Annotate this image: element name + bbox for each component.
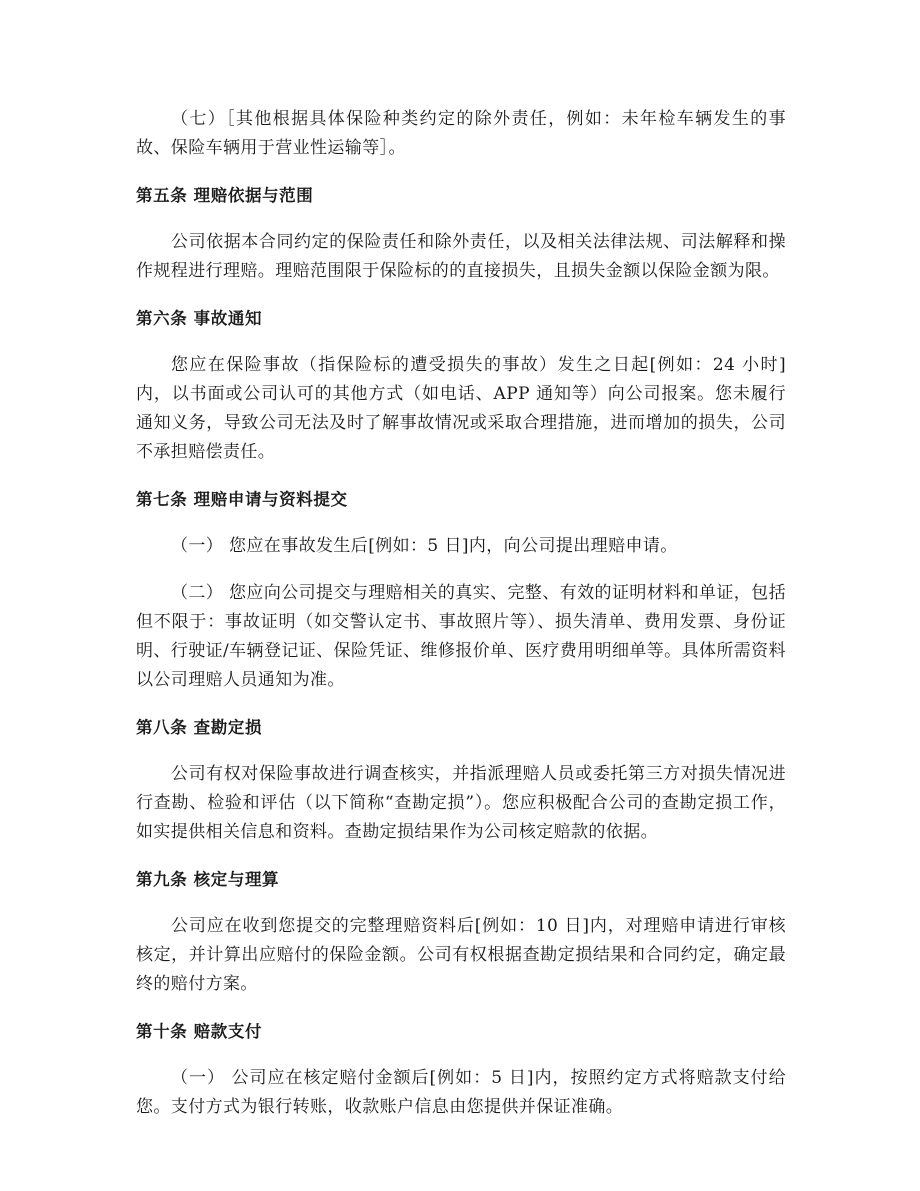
section-paragraph: 您应在保险事故（指保险标的遭受损失的事故）发生之日起[例如：24 小时]内，以书面或公司认可的其他方式（如电话、APP 通知等）向公司报案。您未履行通知义务，导致公司无法及时了解事故情况或采取合理措施，进而增加的损失，公司不承担赔偿责任。 bbox=[136, 355, 786, 462]
section-heading: 第十条 赔款支付 bbox=[136, 1022, 263, 1041]
section-paragraph: （二） 您应向公司提交与理赔相关的真实、完整、有效的证明材料和单证，包括但不限于：事故证明（如交警认定书、事故照片等）、损失清单、费用发票、身份证明、行驶证/车辆登记证、保险凭证、维修报价单、医疗费用明细单等。具体所需资料以公司理赔人员通知为准。 bbox=[136, 583, 786, 690]
section-heading: 第九条 核定与理算 bbox=[136, 870, 280, 889]
section-5 bbox=[136, 183, 786, 286]
section-paragraph: 公司有权对保险事故进行调查核实，并指派理赔人员或委托第三方对损失情况进行查勘、检验和评估（以下简称“查勘定损”）。您应积极配合公司的查勘定损工作，如实提供相关信息和资料。查勘定损结果作为公司核定赔款的依据。 bbox=[136, 764, 786, 842]
clause-7-paragraph: （七）［其他根据具体保险种类约定的除外责任，例如：未年检车辆发生的事故、保险车辆用于营业性运输等］。 bbox=[136, 109, 786, 158]
section-paragraph: （一） 公司应在核定赔付金额后[例如：5 日]内，按照约定方式将赔款支付给您。支付方式为银行转账，收款账户信息由您提供并保证准确。 bbox=[136, 1068, 786, 1117]
section-10 bbox=[136, 1019, 786, 1122]
document-body bbox=[136, 105, 786, 1142]
section-6 bbox=[136, 306, 786, 467]
section-heading: 第八条 查勘定损 bbox=[136, 718, 263, 737]
section-heading: 第五条 理赔依据与范围 bbox=[136, 186, 314, 205]
section-paragraph: （一） 您应在事故发生后[例如：5 日]内，向公司提出理赔申请。 bbox=[171, 536, 678, 556]
section-paragraph: 公司应在收到您提交的完整理赔资料后[例如：10 日]内，对理赔申请进行审核核定，并计算出应赔付的保险金额。公司有权根据查勘定损结果和合同约定，确定最终的赔付方案。 bbox=[136, 916, 786, 994]
section-heading: 第六条 事故通知 bbox=[136, 309, 263, 328]
section-9 bbox=[136, 867, 786, 999]
section-7 bbox=[136, 487, 786, 695]
section-paragraph: 公司依据本合同约定的保险责任和除外责任，以及相关法律法规、司法解释和操作规程进行理赔。理赔范围限于保险标的的直接损失，且损失金额以保险金额为限。 bbox=[136, 232, 786, 281]
section-heading: 第七条 理赔申请与资料提交 bbox=[136, 490, 348, 509]
section-8 bbox=[136, 715, 786, 847]
